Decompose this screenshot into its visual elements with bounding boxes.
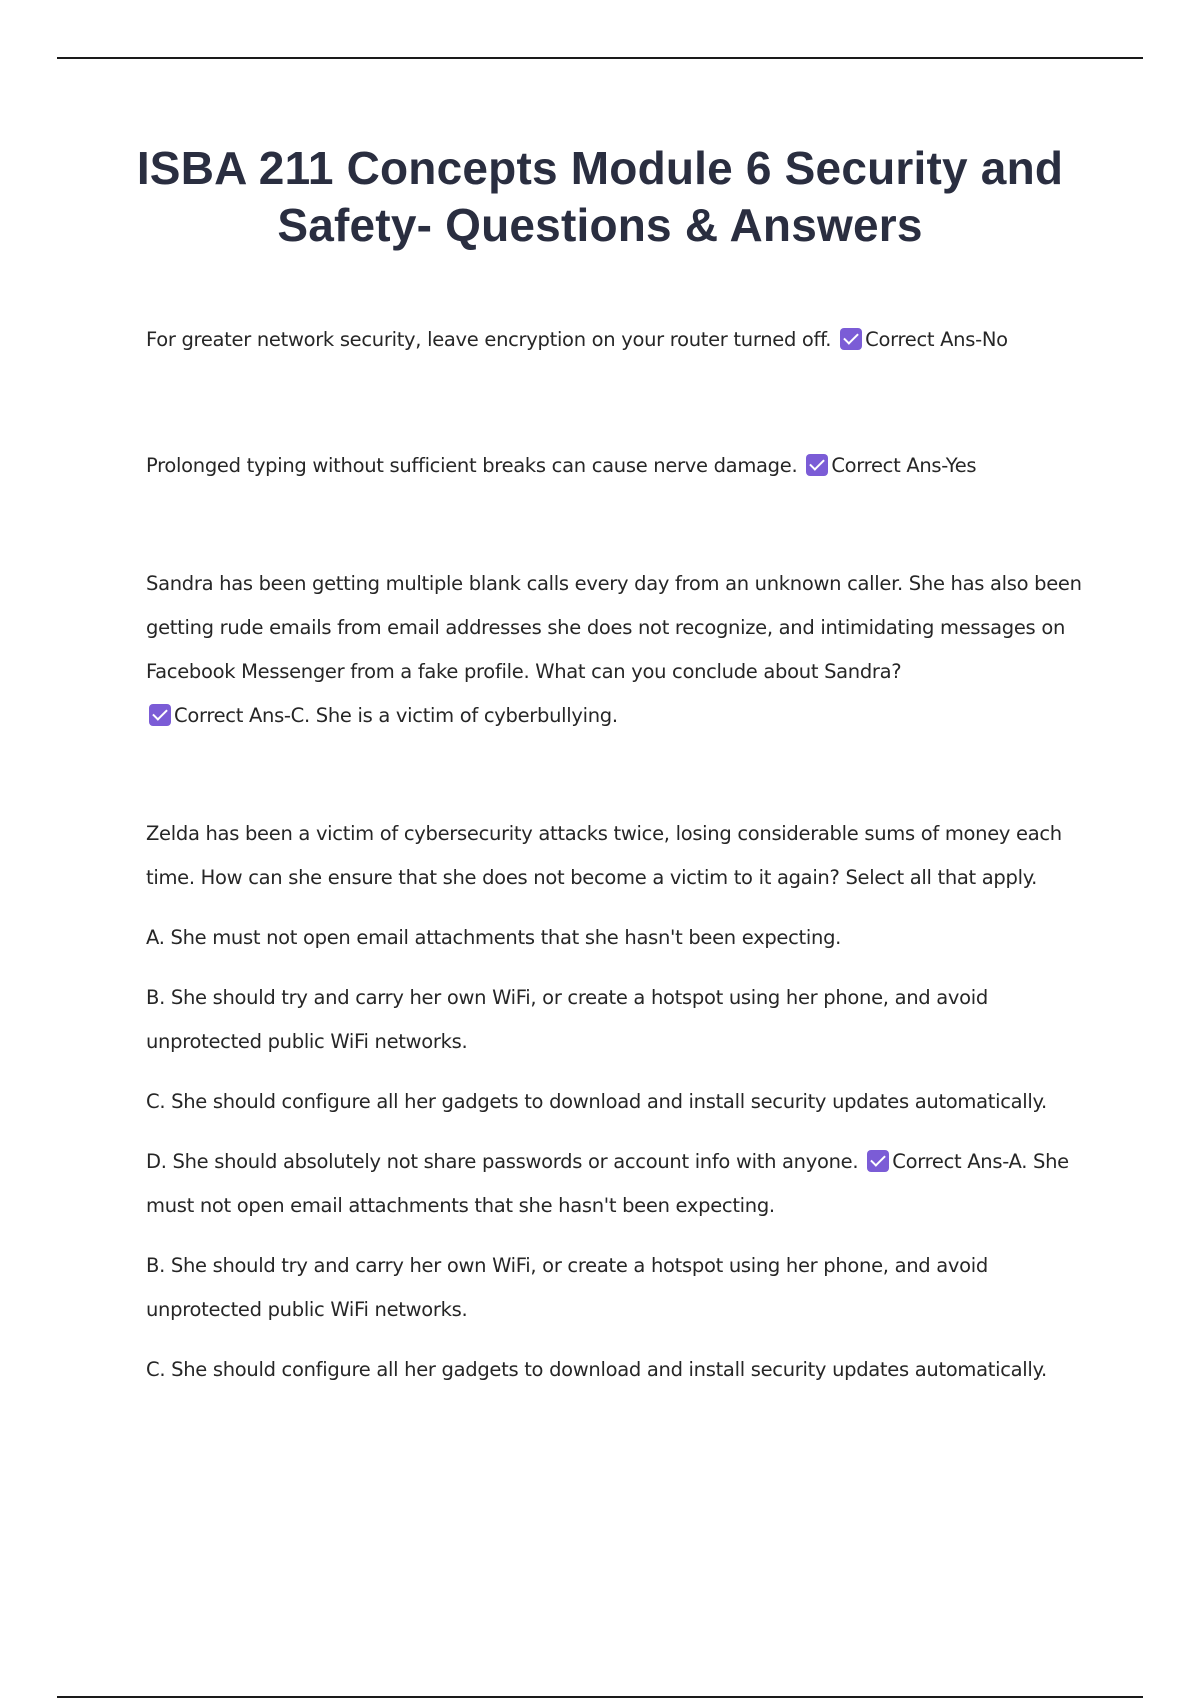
question-4-text: Zelda has been a victim of cybersecurity attacks twice, losing considerable sums of money each time. How can she ensure that she does not become a victim to it again? Select all that apply. [146,822,1062,889]
answer-4-line-b: B. She should try and carry her own WiFi, or create a hotspot using her phone, and avoid unprotected public WiFi networks. [146,1254,988,1321]
answer-3-text: Correct Ans-C. She is a victim of cyberbullying. [174,704,618,727]
answer-4-line-c: C. She should configure all her gadgets to download and install security updates automatically. [146,1358,1047,1381]
top-rule [57,57,1143,59]
answer-2-text: Correct Ans-Yes [831,454,977,477]
qa-content [146,318,1086,1392]
option-a: A. She must not open email attachments that she hasn't been expecting. [146,926,842,949]
bottom-rule [57,1696,1143,1698]
qa-item-3 [146,562,1086,738]
option-c: C. She should configure all her gadgets to download and install security updates automatically. [146,1090,1047,1113]
answer-3-line [146,694,1086,738]
checkbox-checked-icon [867,1150,889,1172]
question-3-text: Sandra has been getting multiple blank calls every day from an unknown caller. She has also been getting rude emails from email addresses she does not recognize, and intimidating messages on Facebook Messenger from a fake profile. What can you conclude about Sandra? [146,572,1082,683]
page-title: ISBA 211 Concepts Module 6 Security and Safety- Questions & Answers [136,142,1064,251]
question-2-text: Prolonged typing without sufficient breaks can cause nerve damage. [146,454,798,477]
answer-1-text: Correct Ans-No [865,328,1008,351]
question-1-text: For greater network security, leave encryption on your router turned off. [146,328,832,351]
option-d: D. She should absolutely not share passwords or account info with anyone. [146,1150,859,1173]
checkbox-checked-icon [840,328,862,350]
checkbox-checked-icon [149,704,171,726]
checkbox-checked-icon [806,454,828,476]
qa-item-4 [146,812,1086,1392]
option-d-with-answer [146,1140,1086,1228]
qa-item-2 [146,444,1086,488]
qa-item-1 [146,318,1086,362]
option-b: B. She should try and carry her own WiFi, or create a hotspot using her phone, and avoid unprotected public WiFi networks. [146,986,988,1053]
answer-4-line-a: Correct Ans-A. She must not open email attachments that she hasn't been expecting. [146,1150,1069,1217]
